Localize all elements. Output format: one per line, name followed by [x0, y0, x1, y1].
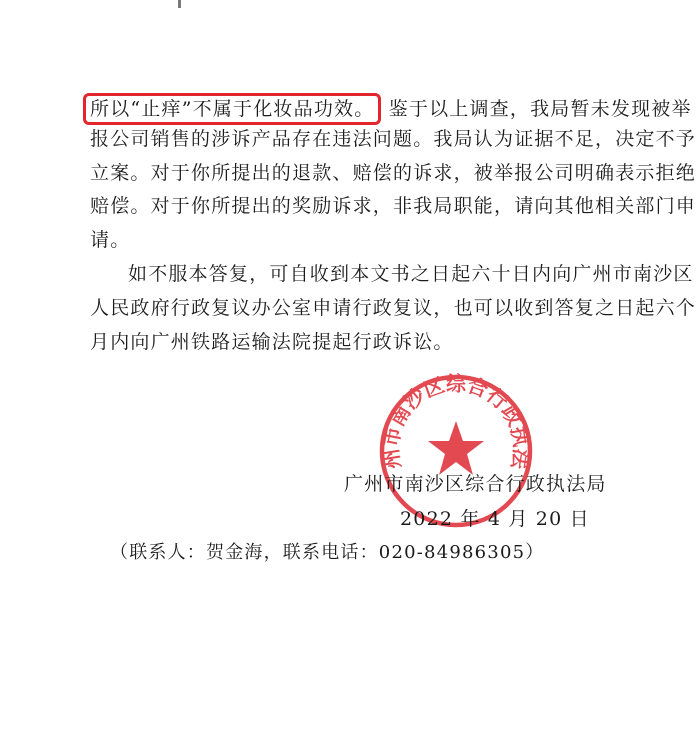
scan-mark [178, 0, 181, 8]
paragraph-2-line-1: 如不服本答复，可自收到本文书之日起六十日内向广州市南沙区 [128, 263, 694, 285]
paragraph-1-line-2: 报公司销售的涉诉产品存在违法问题。我局认为证据不足，决定不予 [90, 128, 697, 150]
paragraph-2-line-2: 人民政府行政复议办公室申请行政复议，也可以收到答复之日起六个 [90, 297, 697, 319]
paragraph-2-line-3: 月内向广州铁路运输法院提起行政诉讼。 [90, 331, 454, 353]
paragraph-1-line-5: 请。 [90, 229, 131, 251]
paragraph-1-line-1 [90, 93, 692, 125]
signature-org: 广州市南沙区综合行政执法局 [344, 473, 607, 495]
contact-info: （联系人：贺金海，联系电话：020-84986305） [110, 542, 545, 563]
paragraph-1-line-3: 立案。对于你所提出的退款、赔偿的诉求，被举报公司明确表示拒绝 [90, 162, 697, 184]
signature-date: 2022 年 4 月 20 日 [400, 508, 590, 530]
paragraph-1-line-4: 赔偿。对于你所提出的奖励诉求，非我局职能，请向其他相关部门申 [90, 195, 697, 217]
seal-text: 广州市南沙区综合行政执法局 [366, 352, 534, 471]
line-text: 鉴于以上调查，我局暂未发现被举 [388, 98, 692, 120]
highlighted-phrase: 所以“止痒”不属于化妆品功效。 [83, 93, 381, 125]
star-icon [428, 421, 484, 475]
